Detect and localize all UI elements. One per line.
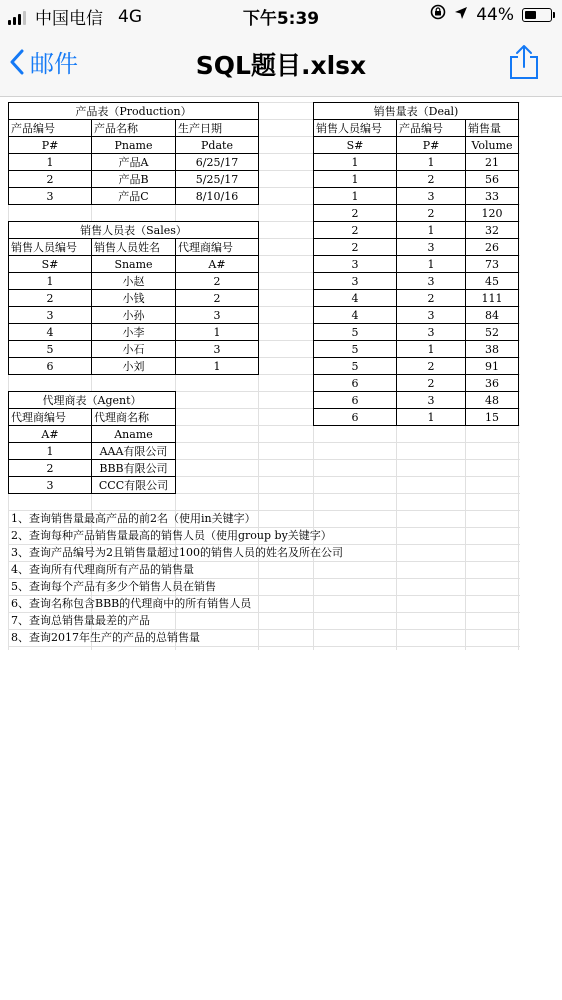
deal-cell[interactable]: 56 xyxy=(466,171,519,188)
production-cell[interactable]: 产品C xyxy=(92,188,176,205)
production-cell[interactable]: 6/25/17 xyxy=(176,154,259,171)
sales-code-cell[interactable]: Sname xyxy=(92,256,176,273)
production-cell[interactable]: 2 xyxy=(9,171,92,188)
agent-header-row xyxy=(9,409,176,426)
production-header-cell[interactable]: 产品名称 xyxy=(92,120,176,137)
agent-code-cell[interactable]: A# xyxy=(9,426,92,443)
deal-cell[interactable]: 3 xyxy=(314,273,397,290)
deal-cell[interactable]: 2 xyxy=(397,358,466,375)
deal-table-row xyxy=(314,273,519,290)
deal-code-cell[interactable]: S# xyxy=(314,137,397,154)
battery-percentage: 44% xyxy=(476,4,514,25)
sales-header-cell[interactable]: 代理商编号 xyxy=(176,239,259,256)
agent-table-title: 代理商表（Agent） xyxy=(9,392,176,409)
sales-cell[interactable]: 小孙 xyxy=(92,307,176,324)
production-cell[interactable]: 8/10/16 xyxy=(176,188,259,205)
back-button-label: 邮件 xyxy=(30,50,78,78)
deal-table-title: 销售量表（Deal) xyxy=(314,103,519,120)
deal-title-row xyxy=(314,103,519,120)
deal-table-row xyxy=(314,290,519,307)
sales-cell[interactable]: 3 xyxy=(9,307,92,324)
deal-table-row xyxy=(314,188,519,205)
deal-cell[interactable]: 5 xyxy=(314,341,397,358)
sales-table-row xyxy=(9,341,259,358)
production-table-row xyxy=(9,188,259,205)
agent-table-row xyxy=(9,443,176,460)
network-type: 4G xyxy=(118,6,142,27)
agent-code-cell[interactable]: Aname xyxy=(92,426,176,443)
sales-table-row xyxy=(9,307,259,324)
sales-cell[interactable]: 2 xyxy=(176,273,259,290)
deal-table-row xyxy=(314,341,519,358)
sales-cell[interactable]: 4 xyxy=(9,324,92,341)
deal-cell[interactable]: 36 xyxy=(466,375,519,392)
sales-cell[interactable]: 小刘 xyxy=(92,358,176,375)
deal-cell[interactable]: 73 xyxy=(466,256,519,273)
deal-table-row xyxy=(314,409,519,426)
deal-cell[interactable]: 1 xyxy=(397,409,466,426)
sales-cell[interactable]: 2 xyxy=(9,290,92,307)
question-1[interactable]: 1、查询销售量最高产品的前2名（使用in关键字） xyxy=(11,512,256,525)
deal-header-row xyxy=(314,120,519,137)
deal-table-row xyxy=(314,205,519,222)
share-button[interactable] xyxy=(508,44,540,84)
deal-cell[interactable]: 1 xyxy=(314,171,397,188)
deal-cell[interactable]: 4 xyxy=(314,307,397,324)
production-table-row xyxy=(9,154,259,171)
deal-cell[interactable]: 2 xyxy=(397,171,466,188)
sales-rows xyxy=(9,273,259,375)
deal-cell[interactable]: 2 xyxy=(397,205,466,222)
deal-table-row xyxy=(314,154,519,171)
share-icon xyxy=(508,44,540,80)
status-time: 下午5:39 xyxy=(242,9,320,29)
sales-cell[interactable]: 5 xyxy=(9,341,92,358)
deal-cell[interactable]: 6 xyxy=(314,409,397,426)
sales-code-cell[interactable]: S# xyxy=(9,256,92,273)
production-cell[interactable]: 3 xyxy=(9,188,92,205)
production-title-row xyxy=(9,103,259,120)
grid-line xyxy=(8,646,520,647)
spreadsheet-grid[interactable] xyxy=(8,102,520,650)
agent-table-row xyxy=(9,460,176,477)
agent-header-cell[interactable]: 代理商编号 xyxy=(9,409,92,426)
agent-cell[interactable]: CCC有限公司 xyxy=(92,477,176,494)
deal-cell[interactable]: 2 xyxy=(397,290,466,307)
deal-header-cell[interactable]: 销售量 xyxy=(466,120,519,137)
deal-cell[interactable]: 3 xyxy=(314,256,397,273)
production-table xyxy=(8,102,259,205)
agent-cell[interactable]: AAA有限公司 xyxy=(92,443,176,460)
deal-cell[interactable]: 3 xyxy=(397,307,466,324)
sales-title-row xyxy=(9,222,259,239)
agent-header-cell[interactable]: 代理商名称 xyxy=(92,409,176,426)
battery-level-fill xyxy=(525,11,536,19)
sales-cell[interactable]: 小赵 xyxy=(92,273,176,290)
location-arrow-icon xyxy=(454,5,468,25)
deal-cell[interactable]: 3 xyxy=(397,324,466,341)
production-header-row xyxy=(9,120,259,137)
agent-title-row xyxy=(9,392,176,409)
deal-table-row xyxy=(314,392,519,409)
question-5[interactable]: 5、查询每个产品有多少个销售人员在销售 xyxy=(11,580,216,593)
sales-cell[interactable]: 3 xyxy=(176,341,259,358)
production-cell[interactable]: 1 xyxy=(9,154,92,171)
sales-cell[interactable]: 小钱 xyxy=(92,290,176,307)
production-code-cell[interactable]: Pname xyxy=(92,137,176,154)
deal-table-row xyxy=(314,171,519,188)
deal-cell[interactable]: 1 xyxy=(397,222,466,239)
battery-icon xyxy=(522,8,552,22)
rotation-lock-icon xyxy=(430,4,446,25)
production-code-row xyxy=(9,137,259,154)
deal-cell[interactable]: 3 xyxy=(397,239,466,256)
question-3[interactable]: 3、查询产品编号为2且销售量超过100的销售人员的姓名及所在公司 xyxy=(11,546,343,559)
sales-code-row xyxy=(9,256,259,273)
agent-table-row xyxy=(9,477,176,494)
sales-header-cell[interactable]: 销售人员姓名 xyxy=(92,239,176,256)
deal-cell[interactable]: 120 xyxy=(466,205,519,222)
deal-code-cell[interactable]: P# xyxy=(397,137,466,154)
production-cell[interactable]: 产品B xyxy=(92,171,176,188)
deal-cell[interactable]: 4 xyxy=(314,290,397,307)
deal-cell[interactable]: 48 xyxy=(466,392,519,409)
deal-cell[interactable]: 2 xyxy=(314,205,397,222)
sales-table-row xyxy=(9,273,259,290)
deal-cell[interactable]: 21 xyxy=(466,154,519,171)
production-header-cell[interactable]: 产品编号 xyxy=(9,120,92,137)
question-7[interactable]: 7、查询总销售量最差的产品 xyxy=(11,614,150,627)
agent-table xyxy=(8,391,176,494)
deal-cell[interactable]: 2 xyxy=(397,375,466,392)
production-cell[interactable]: 产品A xyxy=(92,154,176,171)
question-6[interactable]: 6、查询名称包含BBB的代理商中的所有销售人员 xyxy=(11,597,252,610)
sales-cell[interactable]: 1 xyxy=(176,358,259,375)
agent-rows xyxy=(9,443,176,494)
agent-cell[interactable]: 3 xyxy=(9,477,92,494)
deal-table-row xyxy=(314,375,519,392)
production-code-cell[interactable]: P# xyxy=(9,137,92,154)
deal-cell[interactable]: 6 xyxy=(314,375,397,392)
question-4[interactable]: 4、查询所有代理商所有产品的销售量 xyxy=(11,563,194,576)
deal-cell[interactable]: 1 xyxy=(314,188,397,205)
sales-header-row xyxy=(9,239,259,256)
deal-cell[interactable]: 1 xyxy=(397,341,466,358)
deal-cell[interactable]: 91 xyxy=(466,358,519,375)
sales-cell[interactable]: 3 xyxy=(176,307,259,324)
deal-table-row xyxy=(314,239,519,256)
deal-cell[interactable]: 3 xyxy=(397,273,466,290)
question-8[interactable]: 8、查询2017年生产的产品的总销售量 xyxy=(11,631,200,644)
deal-table-row xyxy=(314,358,519,375)
agent-cell[interactable]: BBB有限公司 xyxy=(92,460,176,477)
production-cell[interactable]: 5/25/17 xyxy=(176,171,259,188)
deal-cell[interactable]: 33 xyxy=(466,188,519,205)
deal-cell[interactable]: 1 xyxy=(314,154,397,171)
deal-cell[interactable]: 45 xyxy=(466,273,519,290)
agent-code-row xyxy=(9,426,176,443)
deal-table-row xyxy=(314,256,519,273)
agent-cell[interactable]: 2 xyxy=(9,460,92,477)
navigation-bar xyxy=(0,30,562,97)
production-table-title: 产品表（Production） xyxy=(9,103,259,120)
deal-cell[interactable]: 2 xyxy=(314,239,397,256)
deal-cell[interactable]: 5 xyxy=(314,358,397,375)
production-code-cell[interactable]: Pdate xyxy=(176,137,259,154)
sales-cell[interactable]: 1 xyxy=(176,324,259,341)
production-rows xyxy=(9,154,259,205)
production-header-cell[interactable]: 生产日期 xyxy=(176,120,259,137)
deal-cell[interactable]: 5 xyxy=(314,324,397,341)
deal-table-row xyxy=(314,222,519,239)
sales-cell[interactable]: 1 xyxy=(9,273,92,290)
sales-header-cell[interactable]: 销售人员编号 xyxy=(9,239,92,256)
deal-cell[interactable]: 15 xyxy=(466,409,519,426)
document-title: SQL题目.xlsx xyxy=(195,51,367,80)
deal-cell[interactable]: 6 xyxy=(314,392,397,409)
agent-cell[interactable]: 1 xyxy=(9,443,92,460)
deal-cell[interactable]: 111 xyxy=(466,290,519,307)
sales-table-row xyxy=(9,358,259,375)
deal-cell[interactable]: 3 xyxy=(397,188,466,205)
deal-code-cell[interactable]: Volume xyxy=(466,137,519,154)
sales-table-row xyxy=(9,290,259,307)
sales-cell[interactable]: 6 xyxy=(9,358,92,375)
deal-header-cell[interactable]: 产品编号 xyxy=(397,120,466,137)
deal-cell[interactable]: 52 xyxy=(466,324,519,341)
deal-table-row xyxy=(314,324,519,341)
deal-cell[interactable]: 84 xyxy=(466,307,519,324)
production-table-row xyxy=(9,171,259,188)
sales-cell[interactable]: 2 xyxy=(176,290,259,307)
carrier-name: 中国电信 xyxy=(35,9,103,29)
status-bar xyxy=(0,0,562,30)
sales-cell[interactable]: 小李 xyxy=(92,324,176,341)
deal-cell[interactable]: 2 xyxy=(314,222,397,239)
deal-cell[interactable]: 3 xyxy=(397,392,466,409)
question-2[interactable]: 2、查询每种产品销售量最高的销售人员（使用group by关键字） xyxy=(11,529,332,542)
deal-cell[interactable]: 26 xyxy=(466,239,519,256)
sales-table-row xyxy=(9,324,259,341)
deal-table xyxy=(313,102,519,426)
deal-cell[interactable]: 1 xyxy=(397,154,466,171)
sales-table xyxy=(8,221,259,375)
deal-cell[interactable]: 1 xyxy=(397,256,466,273)
back-button[interactable] xyxy=(10,44,78,79)
deal-table-row xyxy=(314,307,519,324)
sales-code-cell[interactable]: A# xyxy=(176,256,259,273)
deal-code-row xyxy=(314,137,519,154)
deal-rows xyxy=(314,154,519,426)
chevron-left-icon xyxy=(10,49,24,75)
sales-cell[interactable]: 小石 xyxy=(92,341,176,358)
deal-header-cell[interactable]: 销售人员编号 xyxy=(314,120,397,137)
deal-cell[interactable]: 32 xyxy=(466,222,519,239)
sales-table-title: 销售人员表（Sales） xyxy=(9,222,259,239)
deal-cell[interactable]: 38 xyxy=(466,341,519,358)
